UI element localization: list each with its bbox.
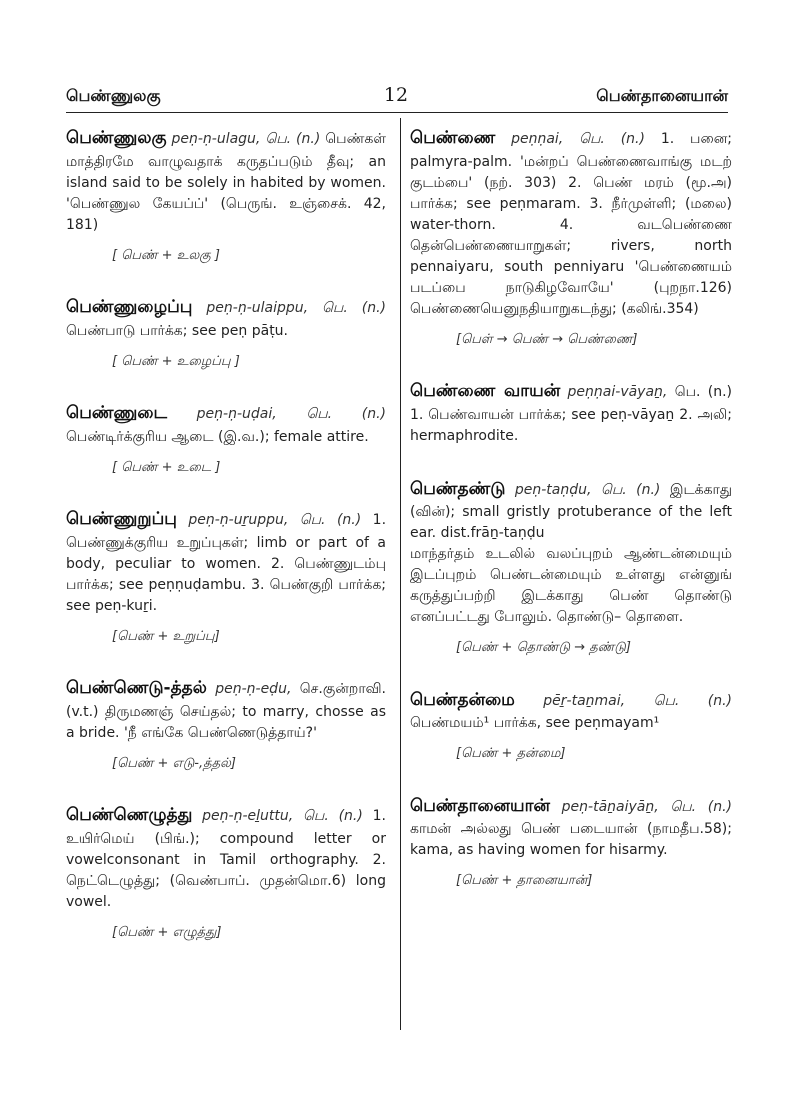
entry-headword: பெண்ணுடை <box>66 403 167 423</box>
dictionary-entry <box>410 477 732 658</box>
entry-transliteration: peṇ-ṇ-eḍu, <box>215 681 292 697</box>
entry-headword: பெண்ணுழைப்பு <box>66 297 193 317</box>
entry-transliteration: peṇṇai-vāyaṉ, <box>567 384 668 400</box>
dictionary-entry <box>66 507 386 646</box>
dictionary-entry <box>410 379 732 447</box>
entry-definition: 1. பனை; palmyra-palm. 'மன்றப் பெண்ணைவாங்கு மடற் குடம்பை' (நற். 303) 2. பெண் மரம் (மூ.அ) பார்க்க; see peṇmaram. 3. நீர்முள்ளி; (மலை) water-thorn. 4. வடபெண்ணை தென்பெண்ணையாறுகள்; rivers, north pennaiyaru, south penniyaru 'பெண்ணையம் படப்பை நாடுகிழவோயே' (புறநா.126) பெண்ணையெனுநதியாறுகடந்து; (கலிங்.354) <box>410 131 733 317</box>
dictionary-entry <box>410 126 732 349</box>
entry-headword: பெண்தண்டு <box>410 478 506 499</box>
entry-transliteration: pēṟ-taṉmai, பெ. (n.) <box>543 692 733 709</box>
left-column <box>66 126 386 942</box>
entry-headword: பெண்ணெழுத்து <box>66 805 193 825</box>
entry-etymology: [பெண் + தானையான்] <box>456 873 593 888</box>
dictionary-entry <box>66 401 386 477</box>
entry-definition: செ.குன்றாவி. (v.t.) திருமணஞ் செய்தல்; to marry, chosse as a bride. 'நீ எங்கே பெண்ணெடுத்தாய்?' <box>66 681 387 741</box>
entry-definition: பெண்மயம்¹ பார்க்க, see peṇmayam¹ <box>410 715 660 731</box>
entry-etymology: [பெண் + எழுத்து] <box>112 924 222 940</box>
header-right-title: பெண்தானையான் <box>596 86 728 105</box>
page-header <box>66 86 728 112</box>
entry-transliteration: peṇ-ṇ-ulagu, பெ. (n.) <box>171 131 321 147</box>
header-left-title: பெண்ணுலகு <box>66 86 161 105</box>
entry-etymology: [பெண் + தன்மை] <box>456 746 566 761</box>
entry-transliteration: peṇ-taṇḍu, பெ. (n.) <box>514 481 661 498</box>
entry-headword: பெண்ணை வாயன் <box>410 381 561 401</box>
entry-transliteration: peṇ-ṇ-uṟuppu, பெ. (n.) <box>188 512 362 528</box>
dictionary-entry <box>410 794 732 891</box>
entry-definition: பெண்டிர்க்குரிய ஆடை (இ.வ.); female attire. <box>66 428 369 445</box>
page-number: 12 <box>383 84 409 106</box>
entry-etymology: [ பெண் + உடை ] <box>112 459 221 475</box>
dictionary-entry <box>66 126 386 265</box>
entry-definition: 1. உயிர்மெய் (பிங்.); compound letter or vowelconsonant in Tamil orthography. 2. நெட்டெழுத்து; (வெண்பாப். முதன்மொ.6) long vowel. <box>66 808 386 910</box>
entry-definition: இடக்காது (வின்); small gristly protuberance of the left ear. dist.frāṉ-taṇḍu <box>410 481 732 541</box>
entry-headword: பெண்தன்மை <box>410 689 515 710</box>
entry-definition: பெண்பாடு பார்க்க; see peṇ pāṭu. <box>66 322 289 339</box>
column-divider <box>400 118 401 1030</box>
entry-etymology: [பெள் → பெண் → பெண்ணை] <box>456 331 638 347</box>
entry-transliteration: peṇ-ṇ-eḻuttu, பெ. (n.) <box>202 808 363 824</box>
entry-transliteration: peṇ-tāṉaiyāṉ, பெ. (n.) <box>561 798 733 815</box>
entry-headword: பெண்ணுலகு <box>66 128 167 148</box>
dictionary-entry <box>410 688 732 764</box>
entry-transliteration: peṇ-ṇ-uḍai, பெ. (n.) <box>196 406 386 422</box>
entry-headword: பெண்ணை <box>410 128 496 148</box>
right-column <box>410 126 732 891</box>
entry-etymology: [பெண் + தொண்டு → தண்டு] <box>456 640 631 655</box>
dictionary-entry <box>66 803 386 942</box>
dictionary-entry <box>66 676 386 773</box>
entry-definition: பெ. (n.) 1. பெண்வாயன் பார்க்க; see peṇ-vāyaṉ 2. அலி; hermaphrodite. <box>410 384 733 444</box>
entry-headword: பெண்ணுறுப்பு <box>66 509 177 529</box>
header-rule <box>66 112 728 113</box>
entry-headword: பெண்தானையான் <box>410 795 550 816</box>
entry-etymology: [பெண் + உறுப்பு] <box>112 628 220 644</box>
entry-definition: பெண்கள் மாத்திரமே வாழுவதாக் கருதப்படும் தீவு; an island said to be solely in habited by women. 'பெண்ணுல கேயப்ப்' (பெருங். உஞ்சைக். 42, 181) <box>66 131 386 233</box>
entry-etymology: [பெண் + எடு-,த்தல்] <box>112 755 236 771</box>
entry-transliteration: peṇṇai, பெ. (n.) <box>511 131 645 147</box>
entry-etymology: [ பெண் + உலகு ] <box>112 247 220 263</box>
entry-headword: பெண்ணெடு-த்தல் <box>66 678 207 698</box>
dictionary-entry <box>66 295 386 371</box>
entry-definition: 1. பெண்ணுக்குரிய உறுப்புகள்; limb or part of a body, peculiar to women. 2. பெண்ணுடம்பு பார்க்க; see peṇṇuḍambu. 3. பெண்குறி பார்க்க; see peṇ-kuṟi. <box>66 512 387 614</box>
entry-definition: காமன் அல்லது பெண் படையான் (நாமதீப.58); kama, as having women for hisarmy. <box>410 821 732 858</box>
entry-etymology: [ பெண் + உழைப்பு ] <box>112 353 240 369</box>
entry-note: மாந்தர்தம் உடலில் வலப்புறம் ஆண்டன்மையும் இடப்புறம் பெண்டன்மையும் உள்ளது என்னுங் கருத்துப்பற்றி இடக்காது பெண் தொண்டு எனப்பட்டது போலும். தொண்டு– தொளை. <box>410 546 732 625</box>
entry-transliteration: peṇ-ṇ-ulaippu, பெ. (n.) <box>206 300 387 316</box>
